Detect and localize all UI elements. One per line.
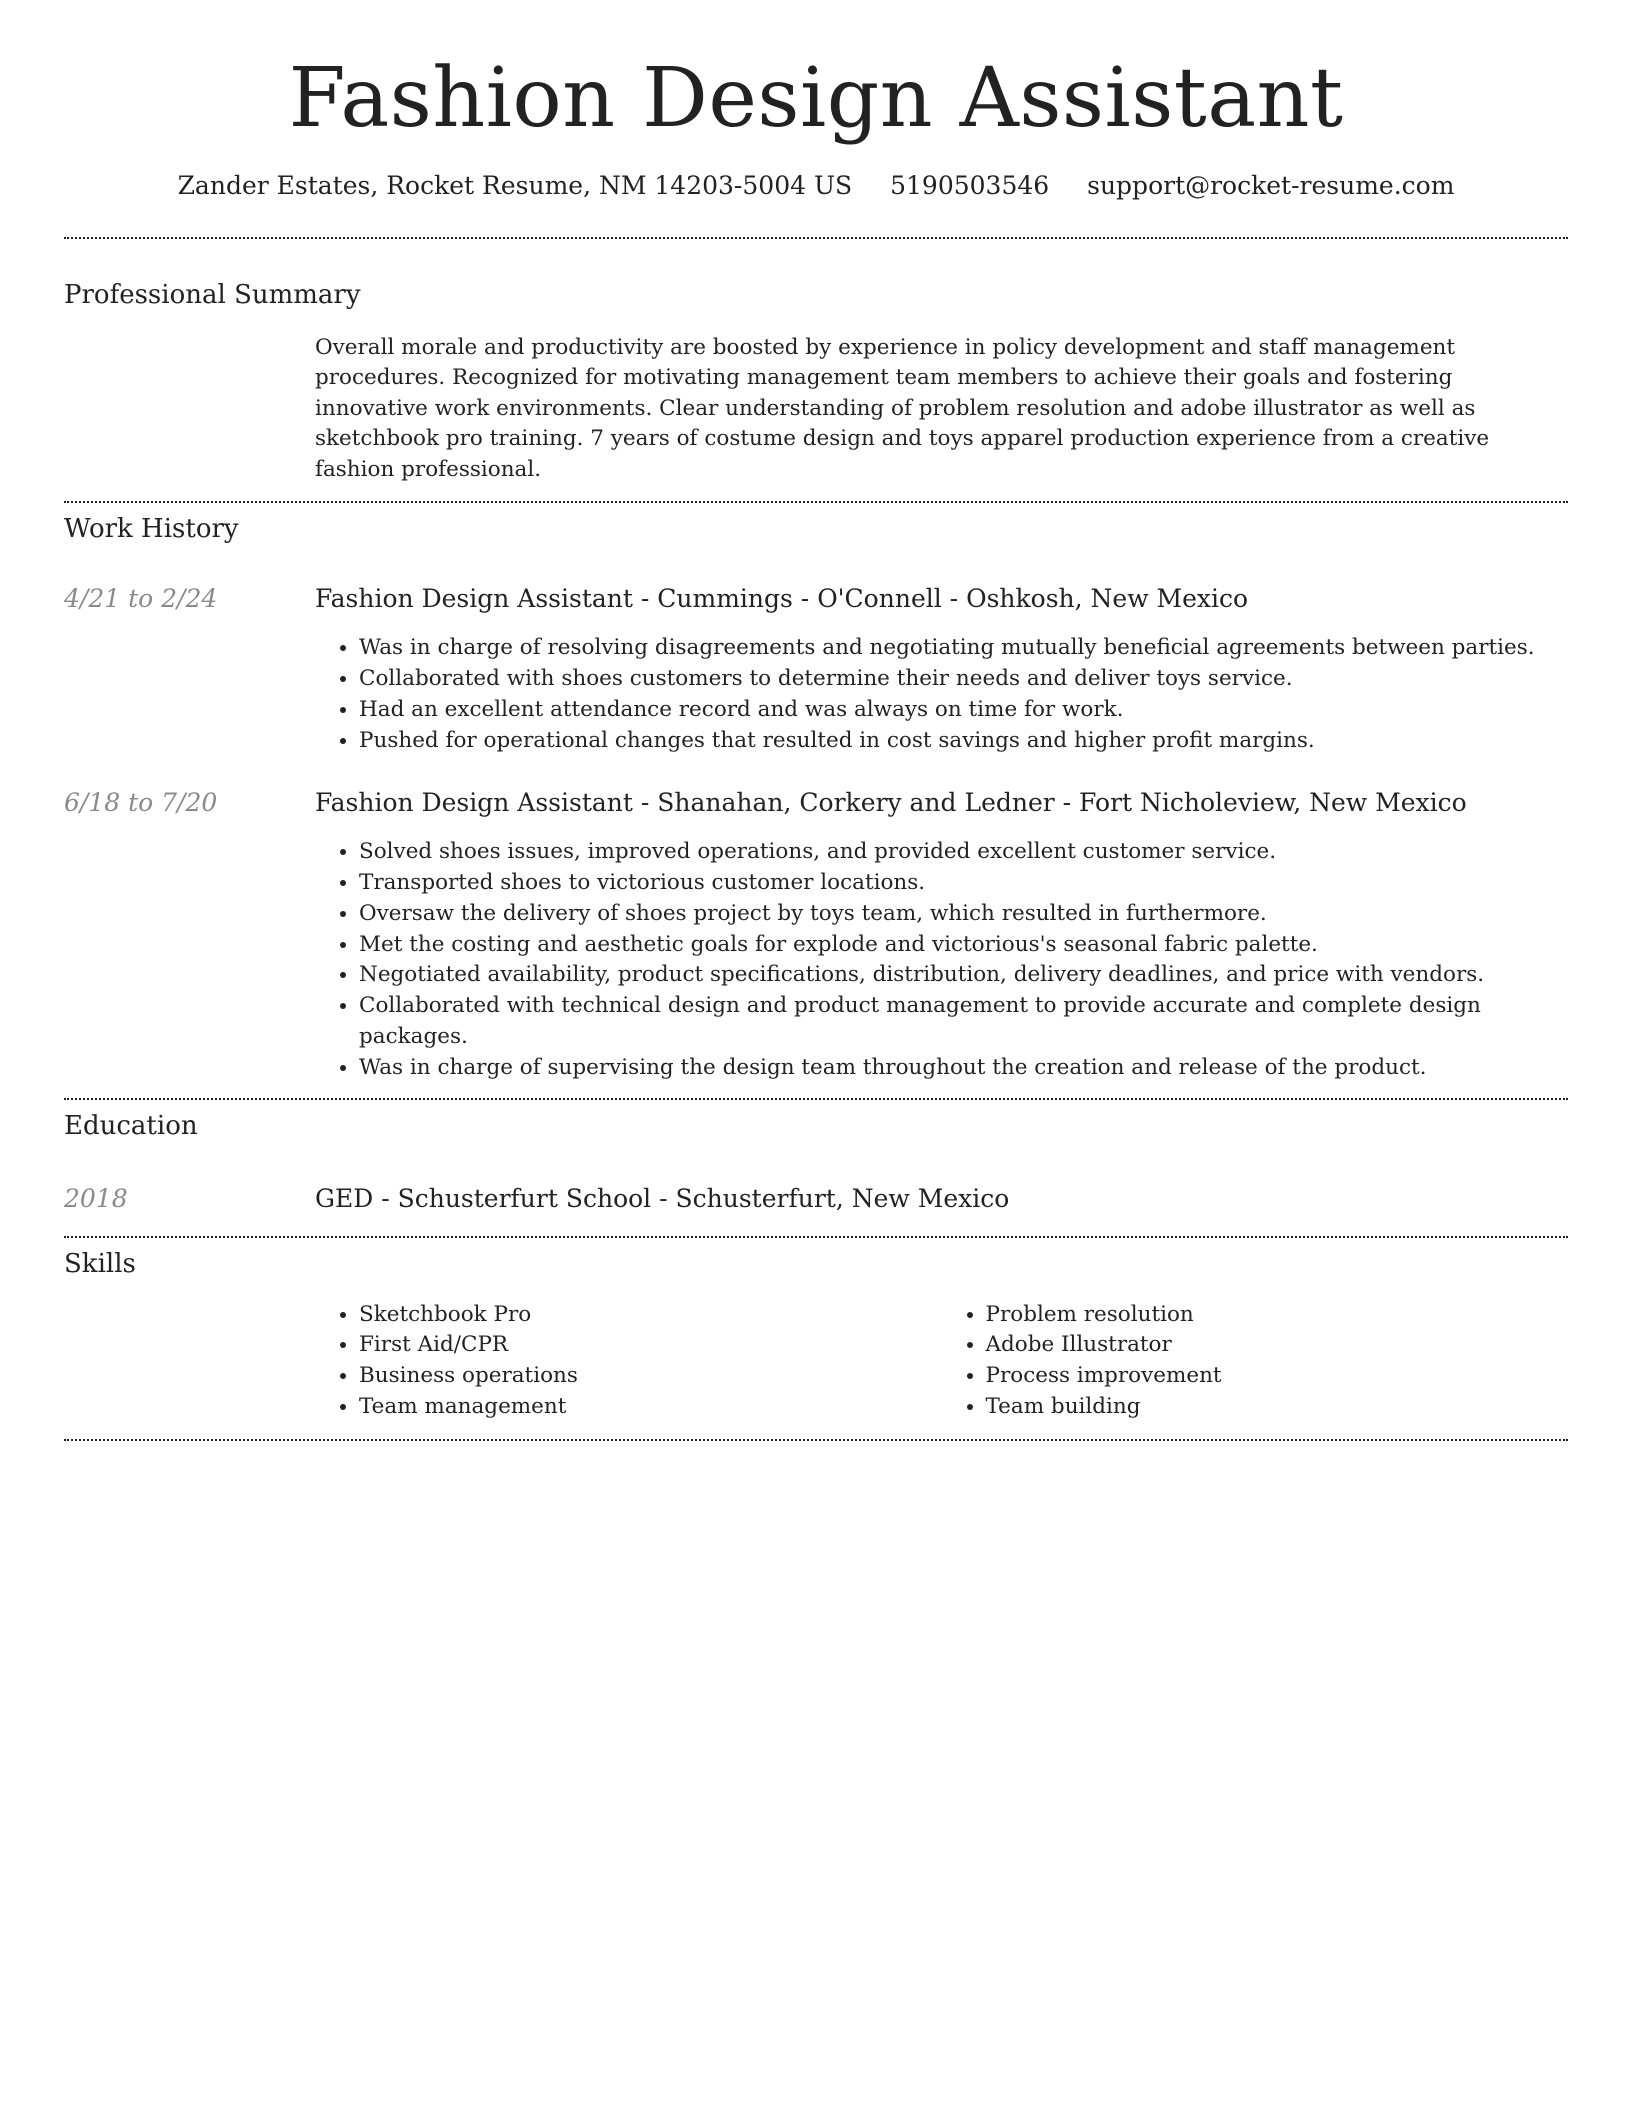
job-bullets-spacer [64,615,315,756]
candidate-name: Fashion Design Assistant [288,51,1344,146]
job-bullets-container [315,819,1568,1083]
job-bullet: • Solved shoes issues, improved operations, and provided excellent customer service. [359,837,1568,868]
resume-header [64,0,1568,203]
job-title: Fashion Design Assistant [315,787,633,817]
job-bullet: • Was in charge of supervising the design team throughout the creation and release of the product. [359,1053,1568,1084]
skill-item: • Problem resolution [986,1300,1569,1331]
job-bullets-row [64,819,1568,1083]
header-divider [64,237,1568,239]
skill-item: • Team building [986,1392,1569,1423]
skill-item: • Sketchbook Pro [359,1300,942,1331]
job-heading [315,583,1568,616]
contact-line [64,170,1568,203]
skills-columns [315,1300,1568,1423]
job-header-row [64,583,1568,616]
job-title: Fashion Design Assistant [315,583,633,613]
job-bullet: • Negotiated availability, product specifications, distribution, delivery deadlines, and price with vendors. [359,960,1568,991]
job-header-row [64,787,1568,820]
skills-spacer [64,1282,315,1423]
summary-heading: Professional Summary [64,279,361,310]
job-bullet: • Oversaw the delivery of shoes project by toys team, which resulted in furthermore. [359,899,1568,930]
contact-address: Zander Estates, Rocket Resume, NM 14203-5004 US [177,171,853,201]
job-dates: 6/18 to 7/20 [64,787,218,817]
education-row [64,1183,1568,1216]
job-bullet: • Was in charge of resolving disagreements and negotiating mutually beneficial agreements between parties. [359,633,1568,664]
education-year: 2018 [64,1184,128,1214]
job-bullet-list [315,633,1568,756]
skills-divider [64,1439,1568,1441]
summary-row [64,313,1568,486]
job-bullet: • Collaborated with technical design and product management to provide accurate and complete design packages. [359,991,1568,1053]
job-bullet: • Pushed for operational changes that resulted in cost savings and higher profit margins. [359,726,1568,757]
job-bullet: • Had an excellent attendance record and was always on time for work. [359,695,1568,726]
job-bullets-container [315,615,1568,756]
job-bullet-list [315,837,1568,1083]
job-heading [315,787,1568,820]
education-entry: GED - Schusterfurt School - Schusterfurt, New Mexico [315,1184,1010,1214]
skills-heading: Skills [64,1248,136,1279]
work-divider [64,1098,1568,1100]
job-dates: 4/21 to 2/24 [64,583,218,613]
job-bullet: • Met the costing and aesthetic goals for explode and victorious's seasonal fabric palette. [359,930,1568,961]
skills-row [64,1282,1568,1423]
job-bullet: • Collaborated with shoes customers to determine their needs and deliver toys service. [359,664,1568,695]
job-bullets-row [64,615,1568,756]
summary-spacer [64,313,315,486]
contact-email: support@rocket-resume.com [1087,171,1455,201]
skill-item: • Adobe Illustrator [986,1330,1569,1361]
education-divider [64,1236,1568,1238]
job-bullets-spacer [64,819,315,1083]
skill-item: • Team management [359,1392,942,1423]
skills-list-right [942,1300,1569,1423]
job-entry [64,583,1568,757]
skills-list-left [315,1300,942,1423]
summary-divider [64,501,1568,503]
job-bullet: • Transported shoes to victorious customer locations. [359,868,1568,899]
job-entry [64,787,1568,1084]
skill-item: • Business operations [359,1361,942,1392]
work-history-heading: Work History [64,514,239,545]
summary-text: Overall morale and productivity are boosted by experience in policy development and staff management procedures. Recognized for motivating management team members to achieve their goals and fostering innovative work environments. Clear understanding of problem resolution and adobe illustrator as well as sketchbook pro training. 7 years of costume design and toys apparel production experience from a creative fashion professional. [315,334,1490,482]
skill-item: • First Aid/CPR [359,1330,942,1361]
contact-phone: 5190503546 [890,171,1050,201]
job-employer: - Cummings - O'Connell - Oshkosh, New Mexico [632,583,1249,613]
skill-item: • Process improvement [986,1361,1569,1392]
job-employer: - Shanahan, Corkery and Ledner - Fort Nicholeview, New Mexico [632,787,1467,817]
education-heading: Education [64,1110,198,1141]
